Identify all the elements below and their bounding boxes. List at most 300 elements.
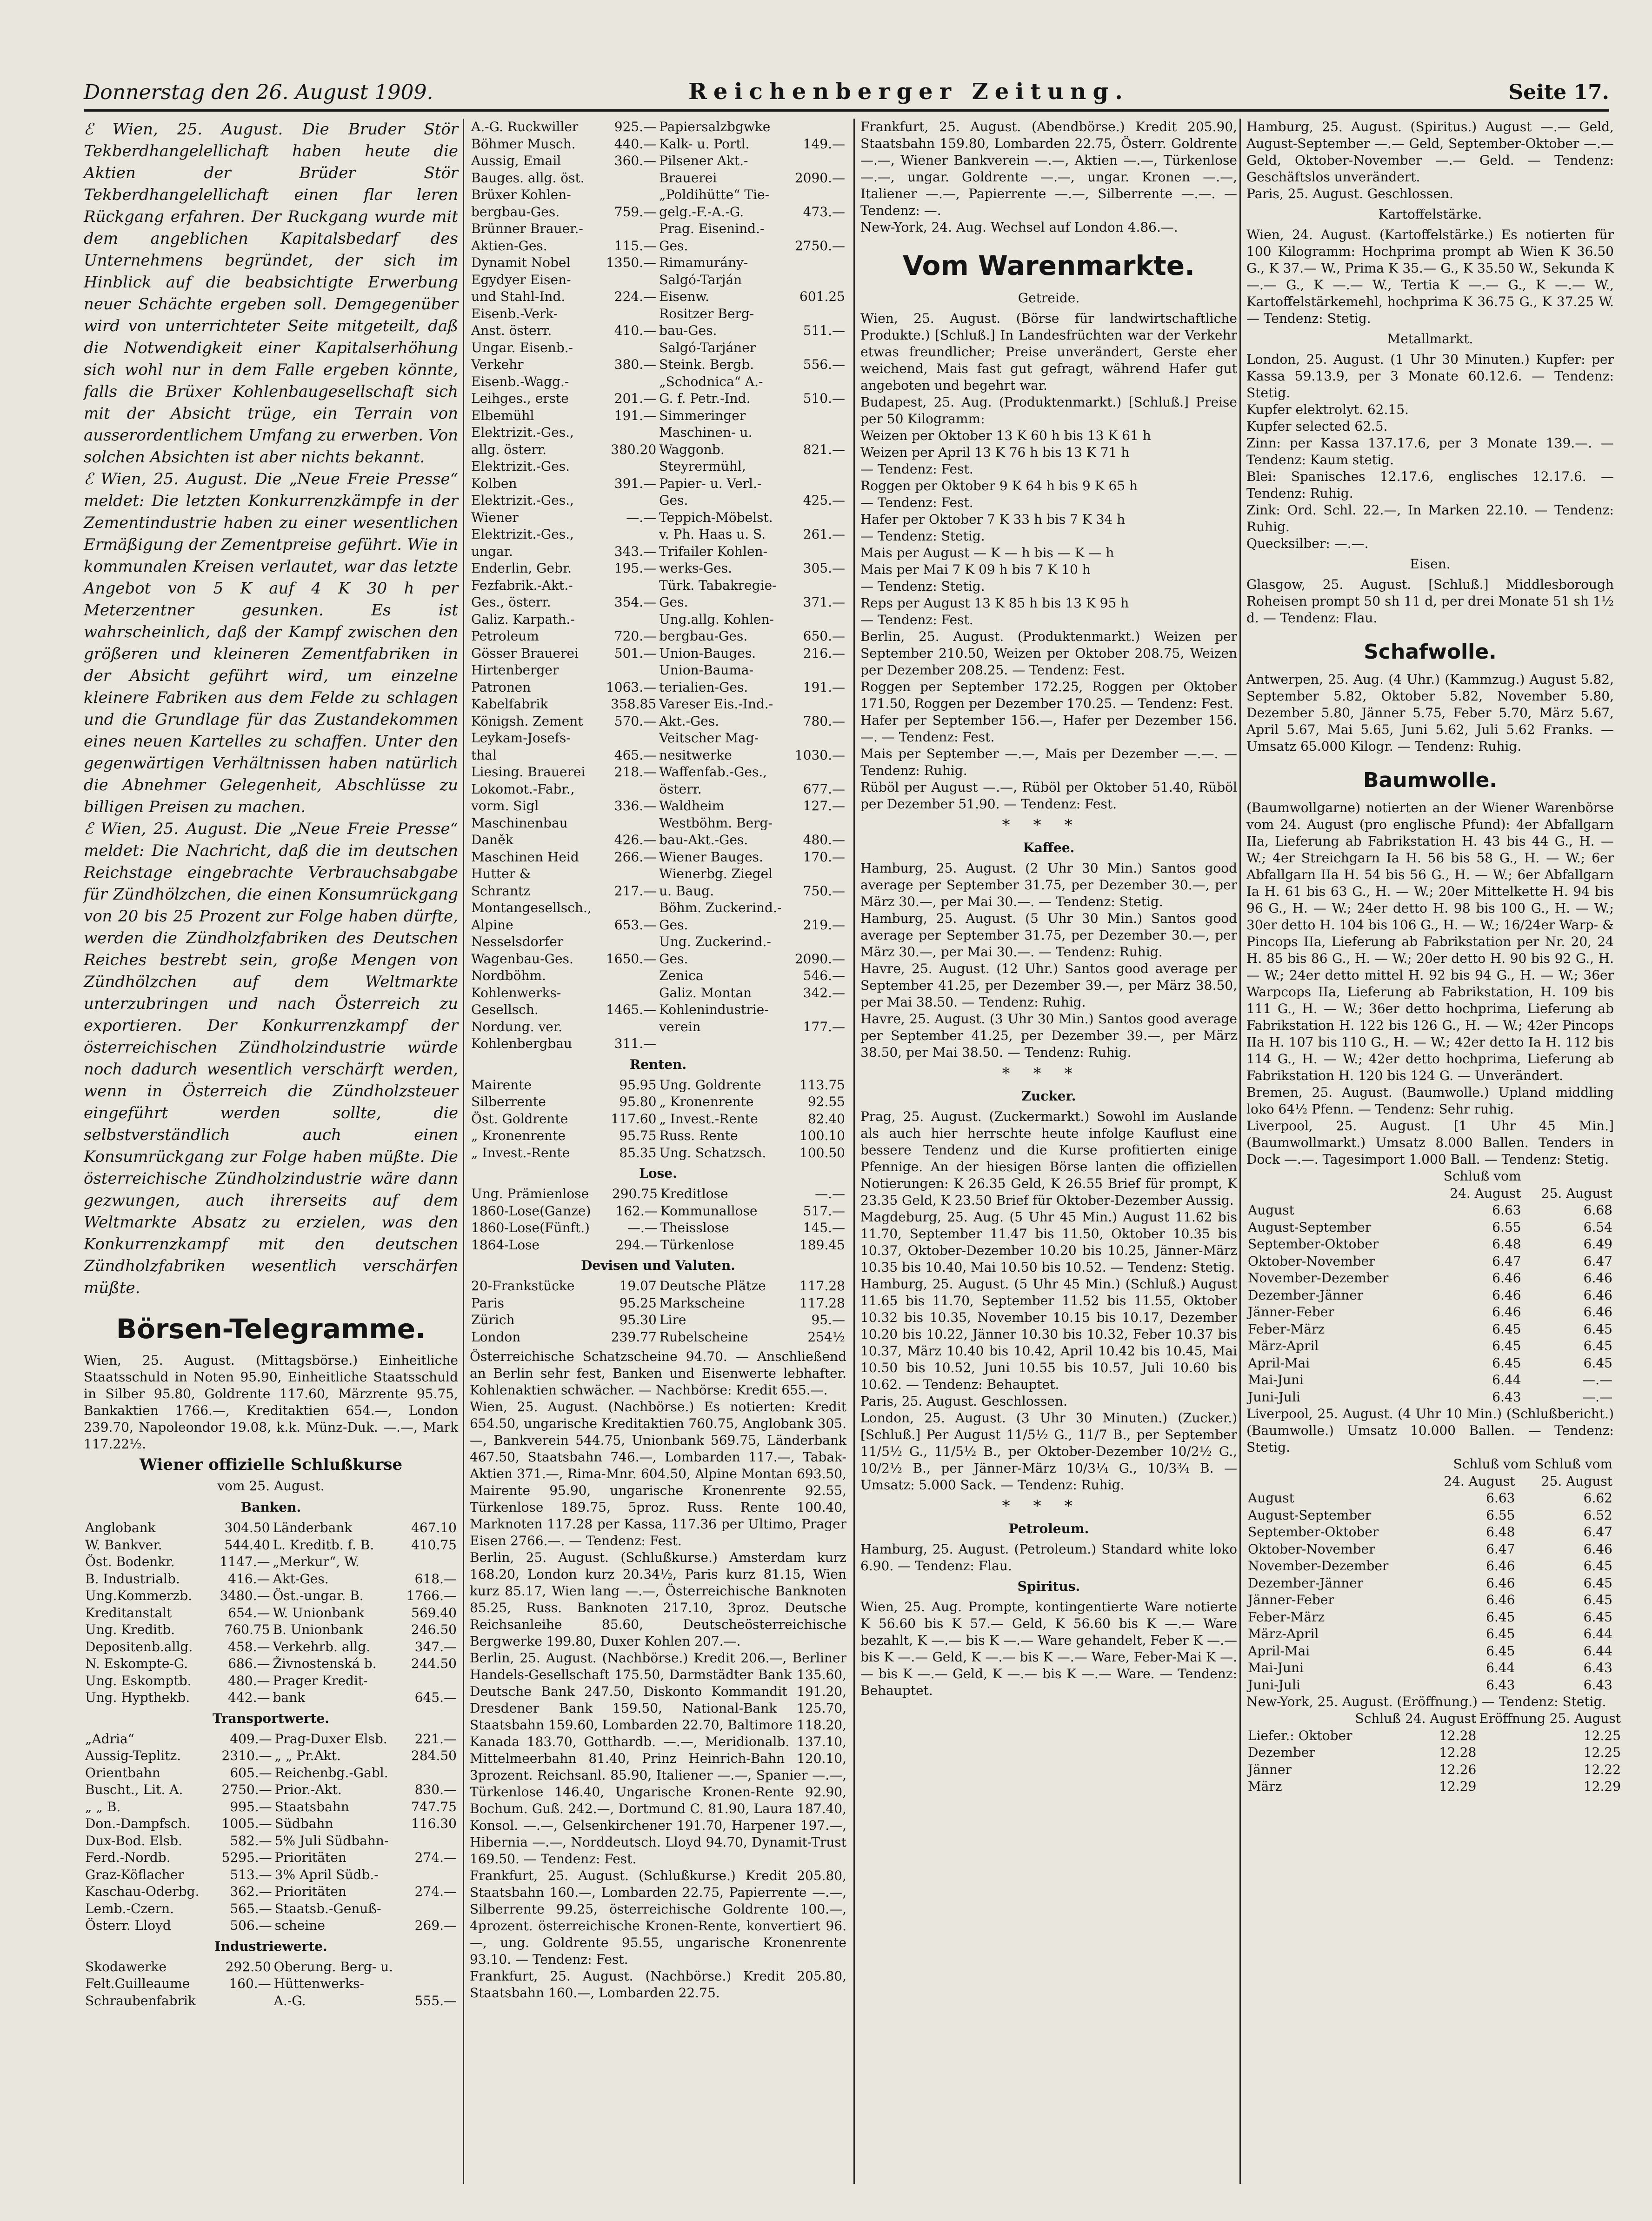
quote-value	[793, 306, 846, 323]
quote-name: allg. österr.	[471, 441, 546, 457]
quote-value	[793, 764, 846, 781]
report-paragraph: Mais per September —.—, Mais per Dezember —.—. — Tendenz: Ruhig.	[860, 746, 1237, 778]
quote-row	[470, 985, 846, 1002]
quote-value: 254½	[807, 1329, 845, 1345]
quote-row	[470, 1295, 846, 1312]
section-heading: Schafwolle.	[1364, 640, 1497, 664]
quote-row	[470, 849, 846, 866]
quote-value: 650.—	[803, 628, 845, 644]
quote-name: Verkehr	[471, 357, 524, 372]
report-paragraph: Frankfurt, 25. August. (Nachbörse.) Kredit 205.80, Staatsbahn 160.—, Lombarden 22.75.	[470, 1968, 846, 2001]
table-header	[1246, 1456, 1614, 1473]
price-line: — Tendenz: Fest.	[860, 495, 973, 510]
quote-value	[605, 340, 658, 357]
quote-row	[470, 798, 846, 815]
quote-row	[84, 1520, 458, 1537]
quote-name: Union-Bauges.	[659, 645, 756, 661]
quote-row	[470, 1019, 846, 1036]
quote-name: Schraubenfabrik	[85, 1993, 196, 2008]
quote-value	[605, 934, 658, 951]
quote-name: Zenica	[659, 968, 704, 983]
quote-name: Elektrizit.-Ges.,	[471, 527, 574, 542]
table-header	[1246, 1168, 1614, 1185]
quote-row	[470, 136, 846, 153]
quote-name: „Adria“	[85, 1731, 134, 1747]
report-paragraph: Rüböl per August —.—, Rüböl per Oktober 51.40, Rüböl per Dezember 51.90. — Tendenz: Fest.	[860, 780, 1237, 812]
quote-row	[470, 1127, 846, 1145]
quote-value	[605, 526, 658, 543]
quote-value	[605, 374, 658, 391]
quote-row	[470, 832, 846, 849]
table-header-cell: 24. August	[1444, 1473, 1515, 1489]
quote-row	[470, 153, 846, 170]
quote-row	[470, 1329, 846, 1346]
price-value: 12.25	[1583, 1727, 1621, 1743]
quote-value: 686.—	[228, 1656, 270, 1671]
price-term: November-Dezember	[1248, 1270, 1389, 1286]
quote-name: „ „ B.	[85, 1799, 121, 1814]
price-value: 12.26	[1439, 1761, 1477, 1777]
quote-value	[605, 1019, 658, 1036]
quote-value: 426.—	[614, 832, 657, 847]
newspaper-title: Reichenberger Zeitung.	[688, 79, 1129, 105]
price-value: 6.44	[1492, 1372, 1521, 1387]
price-value: —.—	[1582, 1389, 1612, 1405]
price-term: Jänner-Feber	[1248, 1304, 1334, 1320]
quote-value: 218.—	[614, 764, 657, 780]
quote-value: 224.—	[614, 289, 657, 304]
quote-value: 360.—	[614, 153, 657, 168]
quote-value: 217.—	[614, 883, 657, 899]
quote-row	[470, 815, 846, 832]
quote-row	[470, 764, 846, 781]
quote-value: 556.—	[803, 357, 845, 372]
quote-value: 269.—	[414, 1918, 457, 1933]
quote-value: 160.—	[229, 1976, 271, 1991]
price-row	[1246, 1490, 1614, 1507]
quote-value: 458.—	[228, 1639, 270, 1654]
quote-name: Ges.	[659, 917, 688, 933]
price-value: 12.28	[1439, 1727, 1477, 1743]
quote-value: 274.—	[414, 1850, 457, 1865]
price-value: 12.29	[1439, 1779, 1477, 1794]
price-row	[1246, 1626, 1614, 1643]
quote-table	[470, 119, 846, 1053]
quote-value: 546.—	[803, 968, 845, 983]
quote-row	[470, 611, 846, 628]
price-term: September-Oktober	[1248, 1236, 1379, 1252]
price-value: 6.54	[1583, 1219, 1612, 1235]
quote-name: Südbahn	[274, 1816, 333, 1831]
quote-name: ungar.	[471, 543, 513, 559]
quote-value	[410, 1833, 458, 1850]
quote-name: 5% Juli Südbahn-	[274, 1833, 389, 1848]
quote-name: Depositenb.allg.	[85, 1639, 193, 1654]
quote-row	[470, 1111, 846, 1128]
quote-value	[605, 306, 658, 323]
quote-name: Rositzer Berg-	[659, 306, 754, 321]
quote-value: 830.—	[414, 1782, 457, 1797]
price-value: 12.22	[1583, 1761, 1621, 1777]
quote-row	[470, 322, 846, 340]
report-paragraph: Kupfer elektrolyt. 62.15.	[1246, 402, 1409, 417]
quote-value	[605, 272, 658, 289]
subsection-label: Getreide.	[1018, 290, 1080, 306]
price-term: Jänner-Feber	[1248, 1592, 1334, 1607]
quote-name: „ „ Pr.Akt.	[274, 1748, 341, 1763]
quote-name: Nesselsdorfer	[471, 934, 564, 949]
price-term: März-April	[1248, 1338, 1319, 1354]
quote-name: Prioritäten	[274, 1850, 346, 1865]
report-paragraph: Paris, 25. August. Geschlossen.	[860, 1394, 1067, 1409]
quote-value: 343.—	[614, 543, 657, 559]
price-value: 6.63	[1492, 1202, 1521, 1218]
price-value: 6.49	[1583, 1236, 1612, 1252]
quote-value	[793, 374, 846, 391]
quote-name: 3% April Südb.-	[274, 1867, 379, 1882]
quote-name: Brauerei	[659, 170, 717, 186]
quote-row	[470, 1077, 846, 1094]
quote-name: Fezfabrik.-Akt.-	[471, 577, 573, 593]
quote-name: Brüxer Kohlen-	[471, 187, 571, 202]
quote-value: 565.—	[230, 1901, 272, 1916]
price-value: 6.45	[1583, 1575, 1612, 1591]
quote-value	[224, 1993, 273, 2010]
quote-table	[470, 1278, 846, 1346]
quote-name: Živnostenská b.	[273, 1656, 377, 1671]
quote-value: 127.—	[803, 798, 845, 814]
quote-value: 409.—	[230, 1731, 272, 1747]
quote-name: Skodawerke	[85, 1959, 167, 1974]
quote-name: „Merkur“, W.	[273, 1554, 360, 1569]
quote-row	[84, 1867, 458, 1884]
price-value: 6.45	[1492, 1321, 1521, 1337]
quote-name: Salgó-Tarjáner	[659, 340, 756, 355]
quote-name: Patronen	[471, 679, 531, 695]
quote-value: 747.75	[411, 1799, 457, 1814]
quote-row	[470, 1203, 846, 1220]
quote-value: 100.50	[799, 1145, 845, 1161]
article-paragraph: ℰ Wien, 25. August. Die Bruder Stör Tekberdhangelellichaft haben heute die Aktien der Brüder Stör Tekberdhangelellichaft einen flar leren Rückgang erfahren. Der Ruckgang wurde mit dem angeblichen Kapitalsbedarf des Unternehmens begründet, der sich im Hinblick auf die beabsichtigte Erwerbung neuer Schächte ergeben soll. Demgegenüber wird von unterrichteter Seite mitgeteilt, daß die Notwendigkeit einer Kapitalserhöhung sich wohl nur in dem Falle ergeben könnte, falls die Brüxer Kohlenbaugesellschaft sich mit der Absicht trüge, ein Terrain von ausserordentlichem Umfang zu erwerben. Von solchen Absichten ist aber nichts bekannt.	[84, 120, 458, 467]
price-term: Mai-Juni	[1248, 1372, 1304, 1387]
report-paragraph: Hafer per September 156.—, Hafer per Dezember 156.—. — Tendenz: Fest.	[860, 713, 1237, 745]
report-paragraph: Blei: Spanisches 12.17.6, englisches 12.17.6. — Tendenz: Ruhig.	[1246, 469, 1614, 501]
quote-row	[470, 1312, 846, 1329]
quote-table	[470, 1077, 846, 1162]
price-row	[1246, 1609, 1614, 1626]
quote-table	[84, 1520, 458, 1707]
price-term: August-September	[1248, 1507, 1372, 1523]
quote-value: 95.75	[619, 1128, 657, 1143]
quote-row	[470, 1278, 846, 1295]
quote-name: „Poldihütte“ Tie-	[659, 187, 770, 202]
quote-name: B. Unionbank	[273, 1622, 363, 1637]
quote-name: Elektrizit.-Ges.	[471, 459, 570, 474]
price-value: 6.45	[1583, 1609, 1612, 1625]
report-paragraph: London, 25. August. (3 Uhr 30 Minuten.) (Zucker.) [Schluß.] Per August 11/5½ G., 11/7 B., per September 11/5½ G., 11/5½ B., per Oktober-Dezember 10/2½ G., 10/2½ B., per Jänner-März 10/3¼ G., 10/3¾ B. — Umsatz: 5.000 Sack. — Tendenz: Ruhig.	[860, 1410, 1237, 1493]
quote-value: 162.—	[615, 1203, 658, 1219]
quote-row	[470, 407, 846, 425]
quote-name: Galiz. Karpath.-	[471, 611, 575, 627]
quote-name: Oberung. Berg- u.	[273, 1959, 393, 1974]
quote-name	[658, 1035, 793, 1053]
table-header-cell: Schluß vom	[1443, 1168, 1521, 1184]
quote-value	[605, 220, 658, 238]
quote-value: 294.—	[615, 1237, 658, 1253]
quote-row	[470, 204, 846, 221]
quote-value: 391.—	[614, 475, 657, 491]
report-paragraph: Glasgow, 25. August. [Schluß.] Middlesborough Roheisen prompt 50 sh 11 d, per drei Monate 51 sh 1½ d. — Tendenz: Flau.	[1246, 577, 1614, 626]
report-paragraph: Havre, 25. August. (3 Uhr 30 Min.) Santos good average per September 41.25, per Dezember 39.—, per März 38.50, per Mai 38.50. — Tendenz: Ruhig.	[860, 1011, 1237, 1060]
report-paragraph: Berlin, 25. August. (Schlußkurse.) Amsterdam kurz 168.20, London kurz 20.34½, Paris kurz 81.15, Wien kurz 85.17, Wien lang —.—, Österreichische Banknoten 85.25, Russ. Banknoten 217.10, 3proz. Deutsche Reichsanleihe 85.60, Deutscheösterreichische Bergwerke 199.80, Duxer Kohlen 207.—.	[470, 1550, 846, 1649]
quote-value: 216.—	[803, 645, 845, 661]
price-term: Feber-März	[1248, 1321, 1325, 1337]
quote-name: Wiener Bauges.	[659, 849, 763, 865]
price-value: 6.47	[1583, 1524, 1612, 1540]
price-row	[1246, 1372, 1614, 1389]
quote-value: 191.—	[614, 407, 657, 423]
price-row	[1246, 1304, 1614, 1321]
quote-name: Kabelfabrik	[471, 696, 548, 712]
quote-value: 371.—	[803, 594, 845, 610]
quote-name: Ung. Eskomptb.	[85, 1673, 192, 1688]
report-paragraph: Kupfer selected 62.5.	[1246, 419, 1388, 434]
quote-value: 358.85	[611, 696, 657, 712]
quote-value	[793, 509, 846, 527]
price-value: 6.46	[1583, 1541, 1612, 1557]
column-rule	[1239, 119, 1241, 2184]
quote-name: verein	[659, 1019, 701, 1034]
quote-name: Papier- u. Verl.-	[659, 475, 762, 491]
quote-name: Leykam-Josefs-	[471, 730, 571, 746]
quote-name: G. f. Petr.-Ind.	[659, 391, 751, 406]
quote-value	[605, 187, 658, 204]
quote-value: 510.—	[803, 391, 845, 406]
quote-value: 115.—	[614, 238, 657, 253]
price-value: 12.25	[1583, 1745, 1621, 1760]
quote-value	[793, 458, 846, 475]
report-paragraph: Zinn: per Kassa 137.17.6, per 3 Monate 139.—. — Tendenz: Kaum stetig.	[1246, 435, 1614, 467]
quote-name: W. Unionbank	[273, 1605, 365, 1621]
price-value: 6.52	[1583, 1507, 1612, 1523]
quote-name: Staatsb.-Genuß-	[274, 1901, 381, 1916]
quote-name: Eisenb.-Wagg.-	[471, 374, 569, 389]
section-heading: Baumwolle.	[1363, 768, 1497, 792]
quote-value	[793, 577, 846, 594]
quote-value: —.—	[627, 1220, 658, 1235]
report-paragraph: Hamburg, 25. August. (Petroleum.) Standard white loko 6.90. — Tendenz: Flau.	[860, 1541, 1237, 1574]
quote-value: 555.—	[414, 1993, 457, 2008]
quote-value: 654.—	[228, 1605, 270, 1621]
price-row	[1246, 1541, 1614, 1558]
quote-value: 501.—	[614, 645, 657, 661]
report-paragraph: London, 25. August. (1 Uhr 30 Minuten.) Kupfer: per Kassa 59.13.9, per 3 Monate 60.12.6. — Tendenz: Stetig.	[1246, 352, 1614, 400]
quote-name: Simmeringer	[659, 407, 746, 423]
quote-value: 304.50	[224, 1520, 270, 1535]
quote-value	[793, 662, 846, 679]
price-value: 6.55	[1486, 1507, 1515, 1523]
price-value: 6.43	[1583, 1660, 1612, 1675]
quote-row	[470, 288, 846, 306]
subsection-label: Petroleum.	[1008, 1521, 1089, 1536]
quote-row	[470, 883, 846, 900]
quote-name: Theisslose	[660, 1220, 729, 1235]
price-term: April-Mai	[1248, 1355, 1310, 1371]
masthead	[84, 77, 1609, 112]
quote-name: Trifailer Kohlen-	[659, 543, 768, 559]
quote-name: Kohlenwerks-	[471, 985, 561, 1000]
price-line: — Tendenz: Stetig.	[860, 579, 985, 594]
price-term: Mai-Juni	[1248, 1660, 1304, 1675]
quote-name: A.-G.	[273, 1993, 306, 2008]
subsection-heading: Wiener offizielle Schlußkurse	[139, 1455, 403, 1474]
quote-row	[84, 1799, 458, 1816]
price-value: 6.46	[1583, 1270, 1612, 1286]
quote-name: Pilsener Akt.-	[659, 153, 748, 168]
report-paragraph: New-York, 25. August. (Eröffnung.) — Tendenz: Stetig.	[1246, 1694, 1606, 1709]
quote-value	[605, 611, 658, 628]
quote-row	[470, 441, 846, 459]
table-label: Transportwerte.	[213, 1710, 329, 1726]
quote-name: Ung. Hypthekb.	[85, 1690, 190, 1705]
quote-row	[470, 238, 846, 255]
quote-value: 113.75	[799, 1077, 845, 1093]
quote-value	[793, 254, 846, 272]
price-term: August-September	[1248, 1219, 1372, 1235]
quote-row	[84, 1731, 458, 1748]
quote-value: 465.—	[614, 747, 657, 763]
quote-value: 467.10	[411, 1520, 457, 1535]
table-header-cell: 24. August	[1450, 1185, 1521, 1201]
quote-row	[470, 1237, 846, 1254]
quote-name: Öst. Bodenkr.	[85, 1554, 175, 1569]
quote-name: Mairente	[471, 1077, 532, 1093]
table-label: Devisen und Valuten.	[581, 1258, 735, 1273]
quote-name: Elektrizit.-Ges.,	[471, 425, 574, 440]
quote-value: 117.28	[799, 1278, 845, 1294]
quote-value	[605, 866, 658, 883]
quote-row	[470, 628, 846, 645]
price-term: Dezember-Jänner	[1248, 1575, 1364, 1591]
price-value: —.—	[1582, 1372, 1612, 1387]
column-rule	[463, 119, 464, 2184]
quote-value: 480.—	[803, 832, 845, 847]
quote-value: 1650.—	[606, 951, 657, 967]
price-value: 6.55	[1492, 1219, 1521, 1235]
report-paragraph: Wien, 25. August. (Börse für landwirtschaftliche Produkte.) [Schluß.] In Landesfrüchten war der Verkehr etwas freundlicher; Preise unverändert, Gerste eher weichend, Mais fast gut gefragt, während Hafer gut angeboten und begehrt war.	[860, 311, 1237, 393]
quote-name: Länderbank	[273, 1520, 353, 1535]
report-paragraph: Hamburg, 25. August. (5 Uhr 30 Min.) Santos good average per September 31.75, per Dezember 30.—, per März 30.—, per Mai 30.—. — Tendenz: Ruhig.	[860, 911, 1237, 960]
report-paragraph: Paris, 25. August. Geschlossen.	[1246, 186, 1453, 201]
quote-table	[84, 1731, 458, 1934]
quote-row	[84, 1959, 458, 1976]
quote-value	[605, 662, 658, 679]
price-row	[1246, 1592, 1614, 1609]
quote-name: Daněk	[471, 832, 513, 847]
quote-name: Felt.Guilleaume	[85, 1976, 190, 1991]
subsection-label: Spiritus.	[1017, 1579, 1080, 1594]
price-row	[1246, 1677, 1614, 1694]
price-line: Mais per Mai 7 K 09 h bis 7 K 10 h	[860, 562, 1091, 577]
section-divider: ***	[1002, 816, 1096, 834]
quote-row	[470, 1186, 846, 1203]
quote-row	[84, 1689, 458, 1707]
price-value: 6.45	[1492, 1338, 1521, 1354]
quote-value: 544.40	[224, 1537, 270, 1553]
quote-name: Silberrente	[471, 1094, 546, 1109]
quote-value: 284.50	[411, 1748, 457, 1763]
price-row	[1246, 1660, 1614, 1677]
quote-row	[470, 713, 846, 730]
quote-name: „ Kronenrente	[471, 1128, 566, 1143]
quote-row	[470, 356, 846, 374]
quote-row	[84, 1765, 458, 1782]
section-divider: ***	[1002, 1064, 1096, 1083]
quote-name: Akt-Ges.	[273, 1571, 329, 1587]
quote-name: Ges., österr.	[471, 594, 551, 610]
price-value: 6.43	[1492, 1389, 1521, 1405]
quote-row	[470, 390, 846, 407]
quote-name: Ung. Schatzsch.	[659, 1145, 766, 1161]
quote-name: Ges.	[659, 493, 688, 508]
table-label: Lose.	[639, 1166, 677, 1181]
quote-value: 380.—	[614, 357, 657, 372]
quote-row	[470, 662, 846, 679]
quote-name: Hirtenberger	[471, 662, 559, 678]
quote-value: 821.—	[803, 441, 845, 457]
quote-name: Ung. Prämienlose	[471, 1186, 589, 1201]
price-row	[1246, 1575, 1614, 1592]
section-heading: Vom Warenmarkte.	[902, 250, 1195, 281]
quote-value: 95.—	[811, 1312, 845, 1327]
quote-value: 290.75	[612, 1186, 658, 1201]
quote-row	[84, 1621, 458, 1639]
price-value: 6.47	[1486, 1541, 1515, 1557]
table-header-cell: Eröffnung 25. August	[1479, 1711, 1621, 1726]
quote-name: Salgó-Tarján	[659, 272, 742, 287]
quote-name: 1864-Lose	[471, 1237, 540, 1253]
quote-value	[605, 424, 658, 441]
quote-row	[470, 696, 846, 713]
report-paragraph: Havre, 25. August. (12 Uhr.) Santos good average per September 41.25, per Dezember 39.—, per März 38.50, per Mai 38.50. — Tendenz: Ruhig.	[860, 961, 1237, 1010]
quote-name: Maschinenbau	[471, 815, 568, 831]
quote-name: u. Baug.	[659, 883, 714, 899]
quote-name: „ Invest.-Rente	[471, 1145, 570, 1161]
quote-value: 342.—	[803, 985, 845, 1000]
quote-name: Galiz. Montan	[659, 985, 752, 1000]
price-value: 6.44	[1583, 1626, 1612, 1641]
price-value: 6.46	[1583, 1287, 1612, 1303]
quote-name: Ferd.-Nordb.	[85, 1850, 171, 1865]
quote-value	[605, 985, 658, 1002]
report-paragraph: Roggen per September 172.25, Roggen per Oktober 171.50, Roggen per Dezember 170.25. — Tendenz: Fest.	[860, 679, 1237, 711]
price-term: Dezember	[1248, 1745, 1315, 1760]
quote-row	[470, 917, 846, 934]
quote-name: Hutter &	[471, 866, 531, 881]
quote-name: Anst. österr.	[471, 323, 552, 338]
price-term: Liefer.: Oktober	[1248, 1727, 1352, 1743]
quote-value: 2750.—	[221, 1782, 272, 1797]
quote-value: 95.95	[619, 1077, 657, 1093]
quote-name: Elektrizit.-Ges.,	[471, 493, 574, 508]
price-term: August	[1248, 1202, 1294, 1218]
quote-name: Brünner Brauer.-	[471, 221, 583, 236]
table-header-cell: Schluß 24. August	[1355, 1711, 1477, 1726]
quote-name: Ung. Kreditb.	[85, 1622, 175, 1637]
quote-row	[84, 1554, 458, 1571]
table-header	[1246, 1710, 1622, 1727]
quote-name: Rimamurány-	[659, 255, 748, 270]
